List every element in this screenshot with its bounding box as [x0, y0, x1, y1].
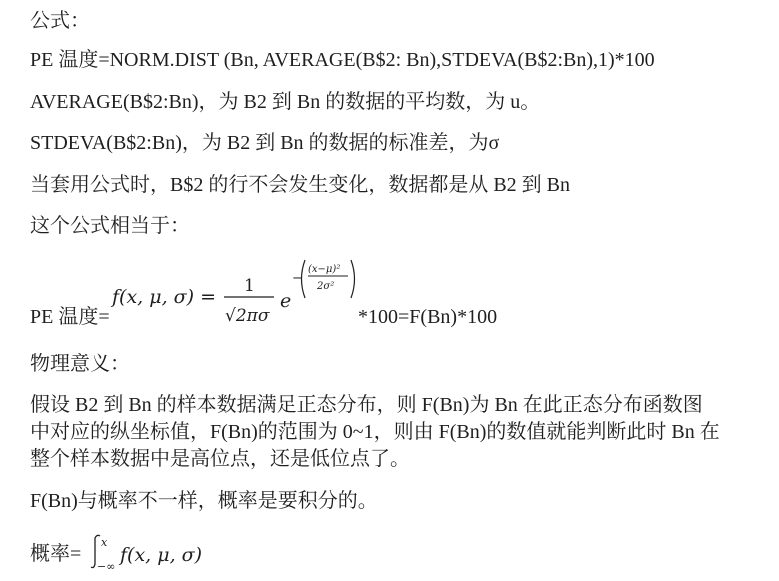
average-description: AVERAGE(B$2:Bn)，为 B2 到 Bn 的数据的平均数，为 u。 [30, 91, 541, 113]
fraction-denominator: √2πσ [225, 306, 270, 326]
exp-right-paren [351, 260, 355, 298]
integral-lower-limit: −∞ [97, 560, 116, 573]
probability-note: F(Bn)与概率不一样，概率是要积分的。 [30, 490, 378, 512]
normal-pdf-formula [112, 255, 357, 335]
exp-numerator: (x−μ)² [308, 264, 341, 275]
integral-body: f(x, μ, σ) [120, 544, 203, 566]
integral-expression [92, 534, 242, 573]
explanation-line-1: 假设 B2 到 Bn 的样本数据满足正态分布，则 F(Bn)为 Bn 在此正态分布函数图 [30, 394, 703, 416]
meaning-heading: 物理意义： [30, 353, 130, 375]
excel-formula-line: PE 温度=NORM.DIST (Bn, AVERAGE(B$2: Bn),STDEVA(B$2:Bn),1)*100 [30, 49, 655, 71]
exp-left-paren [302, 260, 306, 298]
formula-suffix: *100=F(Bn)*100 [358, 306, 498, 328]
row-reference-note: 当套用公式时，B$2 的行不会发生变化，数据都是从 B2 到 Bn [30, 174, 571, 196]
exp-sign: − [292, 271, 303, 286]
stdeva-description: STDEVA(B$2:Bn)，为 B2 到 Bn 的数据的标准差，为σ [30, 132, 500, 154]
fraction-numerator: 1 [244, 276, 255, 296]
explanation-line-2: 中对应的纵坐标值，F(Bn)的范围为 0~1，则由 F(Bn)的数值就能判断此时 Bn 在 [30, 421, 720, 443]
explanation-line-3: 整个样本数据中是高位点，还是低位点了。 [30, 448, 410, 470]
equivalence-heading: 这个公式相当于： [30, 215, 190, 237]
formula-lhs: f(x, μ, σ) = [112, 286, 217, 308]
probability-integral [30, 536, 203, 576]
exp-base: e [280, 290, 292, 312]
formula-label: PE 温度= [30, 306, 110, 328]
formula-heading: 公式： [30, 10, 90, 32]
exp-denominator: 2σ² [317, 281, 335, 292]
probability-label: 概率= [30, 543, 82, 565]
integral-upper-limit: x [101, 536, 108, 549]
